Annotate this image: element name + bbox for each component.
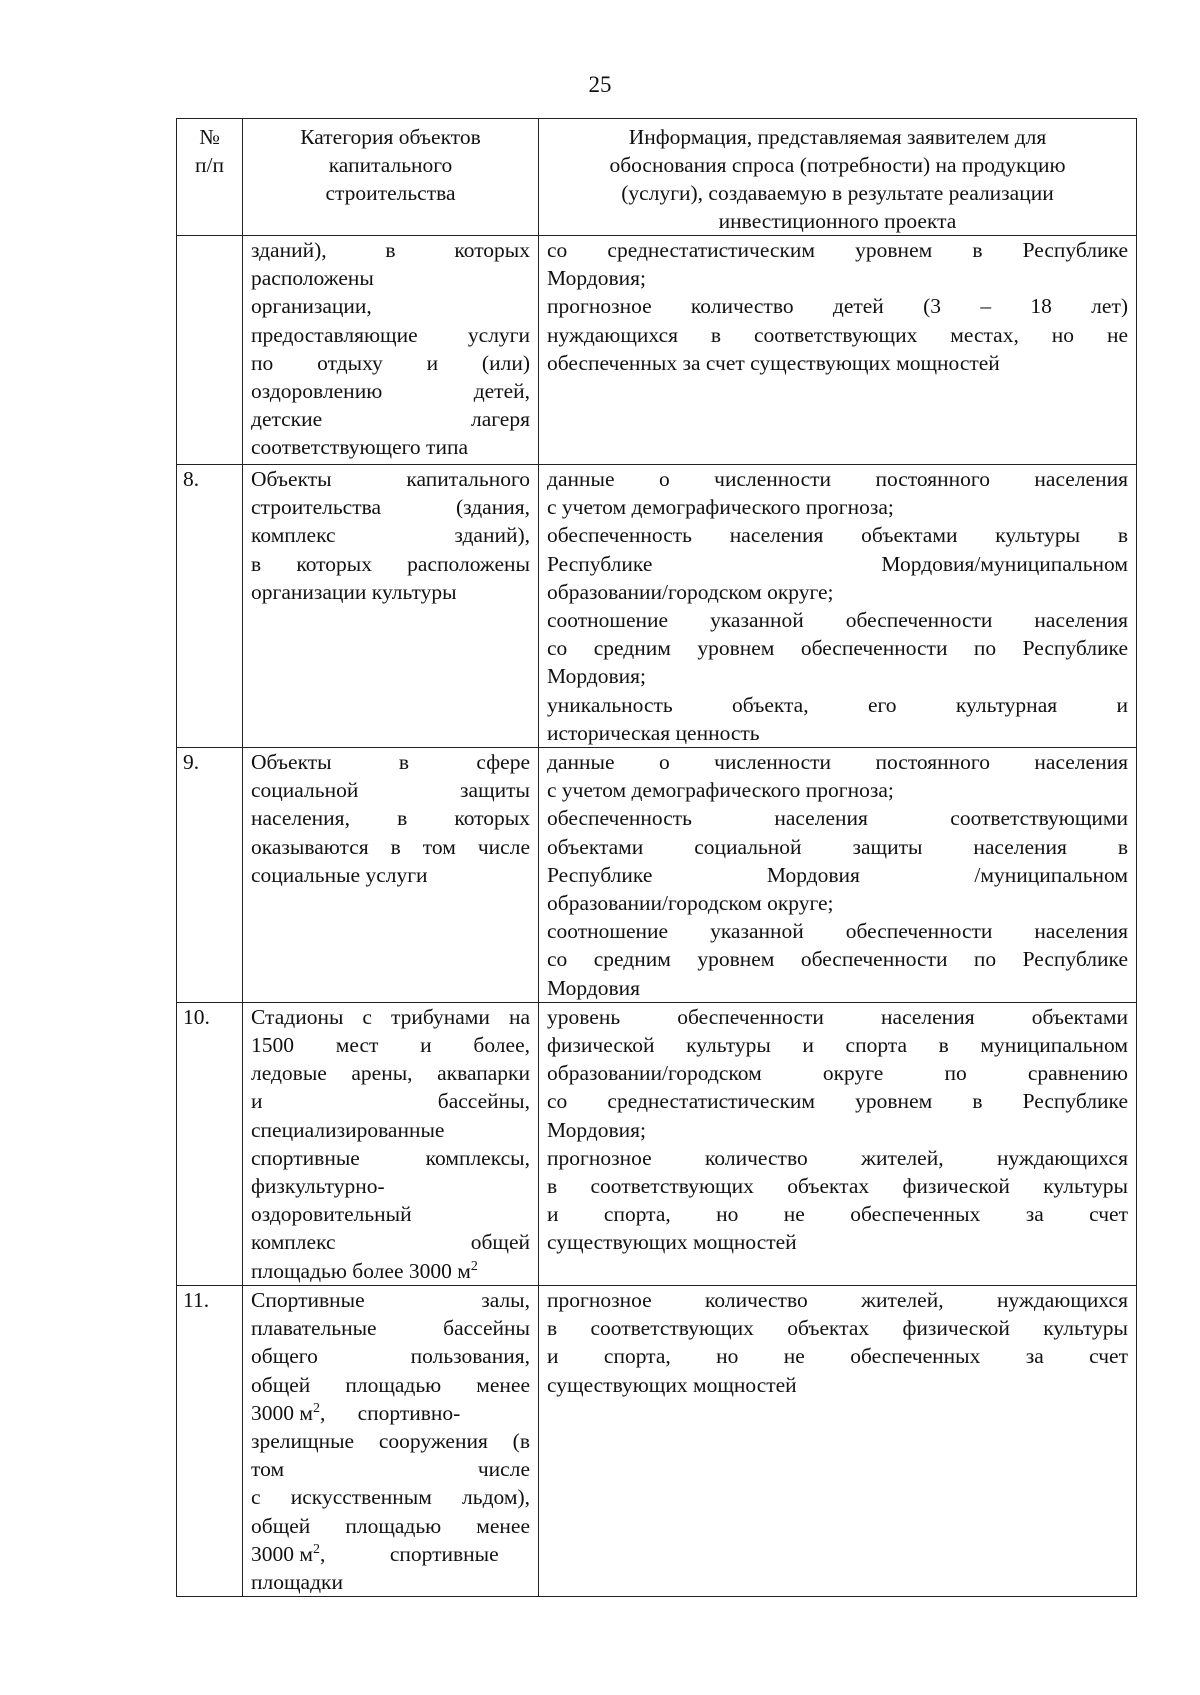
table-row [177, 1285, 1137, 1596]
row-number: 11. [177, 1285, 243, 1596]
category-cell [243, 1285, 539, 1596]
info-line: Мордовия; [547, 266, 647, 291]
row-number: 9. [177, 748, 243, 1003]
info-line: со средним уровнем обеспеченности по Республике [547, 636, 1128, 661]
category-line: общей площадью менее [251, 1513, 530, 1538]
info-line: со среднестатистическим уровнем в Республике [547, 1089, 1128, 1114]
info-line: прогнозное количество жителей, нуждающихся [547, 1145, 1128, 1170]
category-line: социальные услуги [251, 862, 428, 887]
info-line: обеспеченность населения соответствующими [547, 806, 1128, 831]
info-line: объектами социальной защиты населения в [547, 834, 1128, 859]
info-line: и спорта, но не обеспеченных за счет [547, 1344, 1128, 1369]
info-line: образовании/городском округе по сравнению [547, 1061, 1128, 1086]
category-line: Спортивные залы, [251, 1287, 530, 1312]
category-line: физкультурно- [251, 1174, 385, 1199]
info-cell [539, 236, 1137, 465]
row-number: 8. [177, 465, 243, 748]
category-line: общего пользования, [251, 1344, 530, 1369]
info-line: соотношение указанной обеспеченности населения [547, 919, 1128, 944]
header-info: Информация, представляемая заявителем для обоснования спроса (потребности) на продукцию (услуги), создаваемую в результате реализации инвестиционного проекта [539, 119, 1137, 236]
table-row [177, 748, 1137, 1003]
info-cell [539, 465, 1137, 748]
info-line: обеспеченность населения объектами культуры в [547, 523, 1128, 548]
category-line: строительства (здания, [251, 495, 530, 520]
category-line: оздоровительный [251, 1202, 412, 1227]
category-line: соответствующего типа [251, 435, 469, 460]
table-row [177, 465, 1137, 748]
category-line: 1500 мест и более, [251, 1033, 530, 1058]
info-line: прогнозное количество жителей, нуждающихся [547, 1287, 1128, 1312]
info-line: Мордовия; [547, 1117, 647, 1142]
category-line: плавательные бассейны [251, 1316, 530, 1341]
info-cell [539, 1285, 1137, 1596]
info-line: с учетом демографического прогноза; [547, 778, 894, 803]
info-line: Мордовия [547, 975, 641, 1000]
category-line: специализированные [251, 1117, 445, 1142]
info-cell [539, 1002, 1137, 1285]
category-line: детские лагеря [251, 407, 530, 432]
info-line: с учетом демографического прогноза; [547, 495, 894, 520]
category-cell [243, 748, 539, 1003]
info-line: существующих мощностей [547, 1372, 797, 1397]
page-number: 25 [588, 72, 612, 97]
info-line: Республике Мордовия/муниципальном [547, 551, 1128, 576]
category-line: 3000 $м^2$, спортивно- [251, 1400, 461, 1425]
category-line: Объекты капитального [251, 467, 530, 491]
superscript: 2 [470, 1258, 478, 1274]
info-line: Республике Мордовия /муниципальном [547, 862, 1128, 887]
category-line: организации, [251, 294, 372, 319]
category-cell [243, 1002, 539, 1285]
info-line: образовании/городском округе; [547, 579, 834, 604]
info-line: данные о численности постоянного населения [547, 467, 1128, 491]
info-line: существующих мощностей [547, 1230, 797, 1255]
requirements-table [176, 118, 1137, 1597]
category-line: ледовые арены, аквапарки [251, 1061, 530, 1086]
info-line: уровень обеспеченности населения объектами [547, 1004, 1128, 1029]
table-row [177, 1002, 1137, 1285]
category-cell [243, 465, 539, 748]
info-line: соотношение указанной обеспеченности населения [547, 608, 1128, 633]
category-line: 3000 $м^2$, спортивные [251, 1541, 499, 1566]
category-line: площадью более 3000 $м^2$ [251, 1258, 478, 1283]
category-line: спортивные комплексы, [251, 1145, 530, 1170]
info-line: нуждающихся в соответствующих местах, но не [547, 322, 1128, 347]
category-line: площадки [251, 1569, 343, 1594]
row-number [177, 236, 243, 465]
info-line: прогнозное количество детей (3 – 18 лет) [547, 294, 1128, 319]
category-line: организации культуры [251, 579, 457, 604]
category-line: в которых расположены [251, 551, 530, 576]
header-num: № п/п [177, 119, 243, 236]
category-cell [243, 236, 539, 465]
table-row [177, 236, 1137, 465]
info-line: образовании/городском округе; [547, 891, 834, 916]
table-header-row [177, 119, 1137, 236]
category-line: по отдыху и (или) [251, 350, 530, 375]
category-line: оказываются в том числе [251, 834, 530, 859]
info-line: со средним уровнем обеспеченности по Республике [547, 947, 1128, 972]
category-line: расположены [251, 266, 374, 291]
category-line: зрелищные сооружения (в [251, 1428, 530, 1453]
info-cell [539, 748, 1137, 1003]
category-line: Объекты в сфере [251, 750, 530, 775]
category-line: и бассейны, [251, 1089, 530, 1114]
category-line: с искусственным льдом), [251, 1485, 530, 1510]
category-line: предоставляющие услуги [251, 322, 530, 347]
header-category: Категория объектов капитального строительства [243, 119, 539, 236]
info-line: физической культуры и спорта в муниципальном [547, 1033, 1128, 1058]
info-line: уникальность объекта, его культурная и [547, 692, 1128, 717]
category-line: оздоровлению детей, [251, 379, 530, 404]
info-line: в соответствующих объектах физической культуры [547, 1316, 1128, 1341]
category-line: Стадионы с трибунами на [251, 1004, 530, 1029]
info-line: и спорта, но не обеспеченных за счет [547, 1202, 1128, 1227]
category-line: зданий), в которых [251, 238, 530, 262]
category-line: комплекс общей [251, 1230, 530, 1255]
category-line: социальной защиты [251, 778, 530, 803]
info-line: Мордовия; [547, 664, 647, 689]
category-line: общей площадью менее [251, 1372, 530, 1397]
superscript: 2 [312, 1400, 320, 1416]
info-line: данные о численности постоянного населения [547, 750, 1128, 775]
info-line: в соответствующих объектах физической культуры [547, 1174, 1128, 1199]
row-number: 10. [177, 1002, 243, 1285]
info-line: со среднестатистическим уровнем в Республике [547, 238, 1128, 262]
category-line: населения, в которых [251, 806, 530, 831]
info-line: историческая ценность [547, 720, 760, 745]
category-line: том числе [251, 1457, 530, 1482]
info-line: обеспеченных за счет существующих мощностей [547, 350, 1000, 375]
category-line: комплекс зданий), [251, 523, 530, 548]
superscript: 2 [312, 1541, 320, 1557]
